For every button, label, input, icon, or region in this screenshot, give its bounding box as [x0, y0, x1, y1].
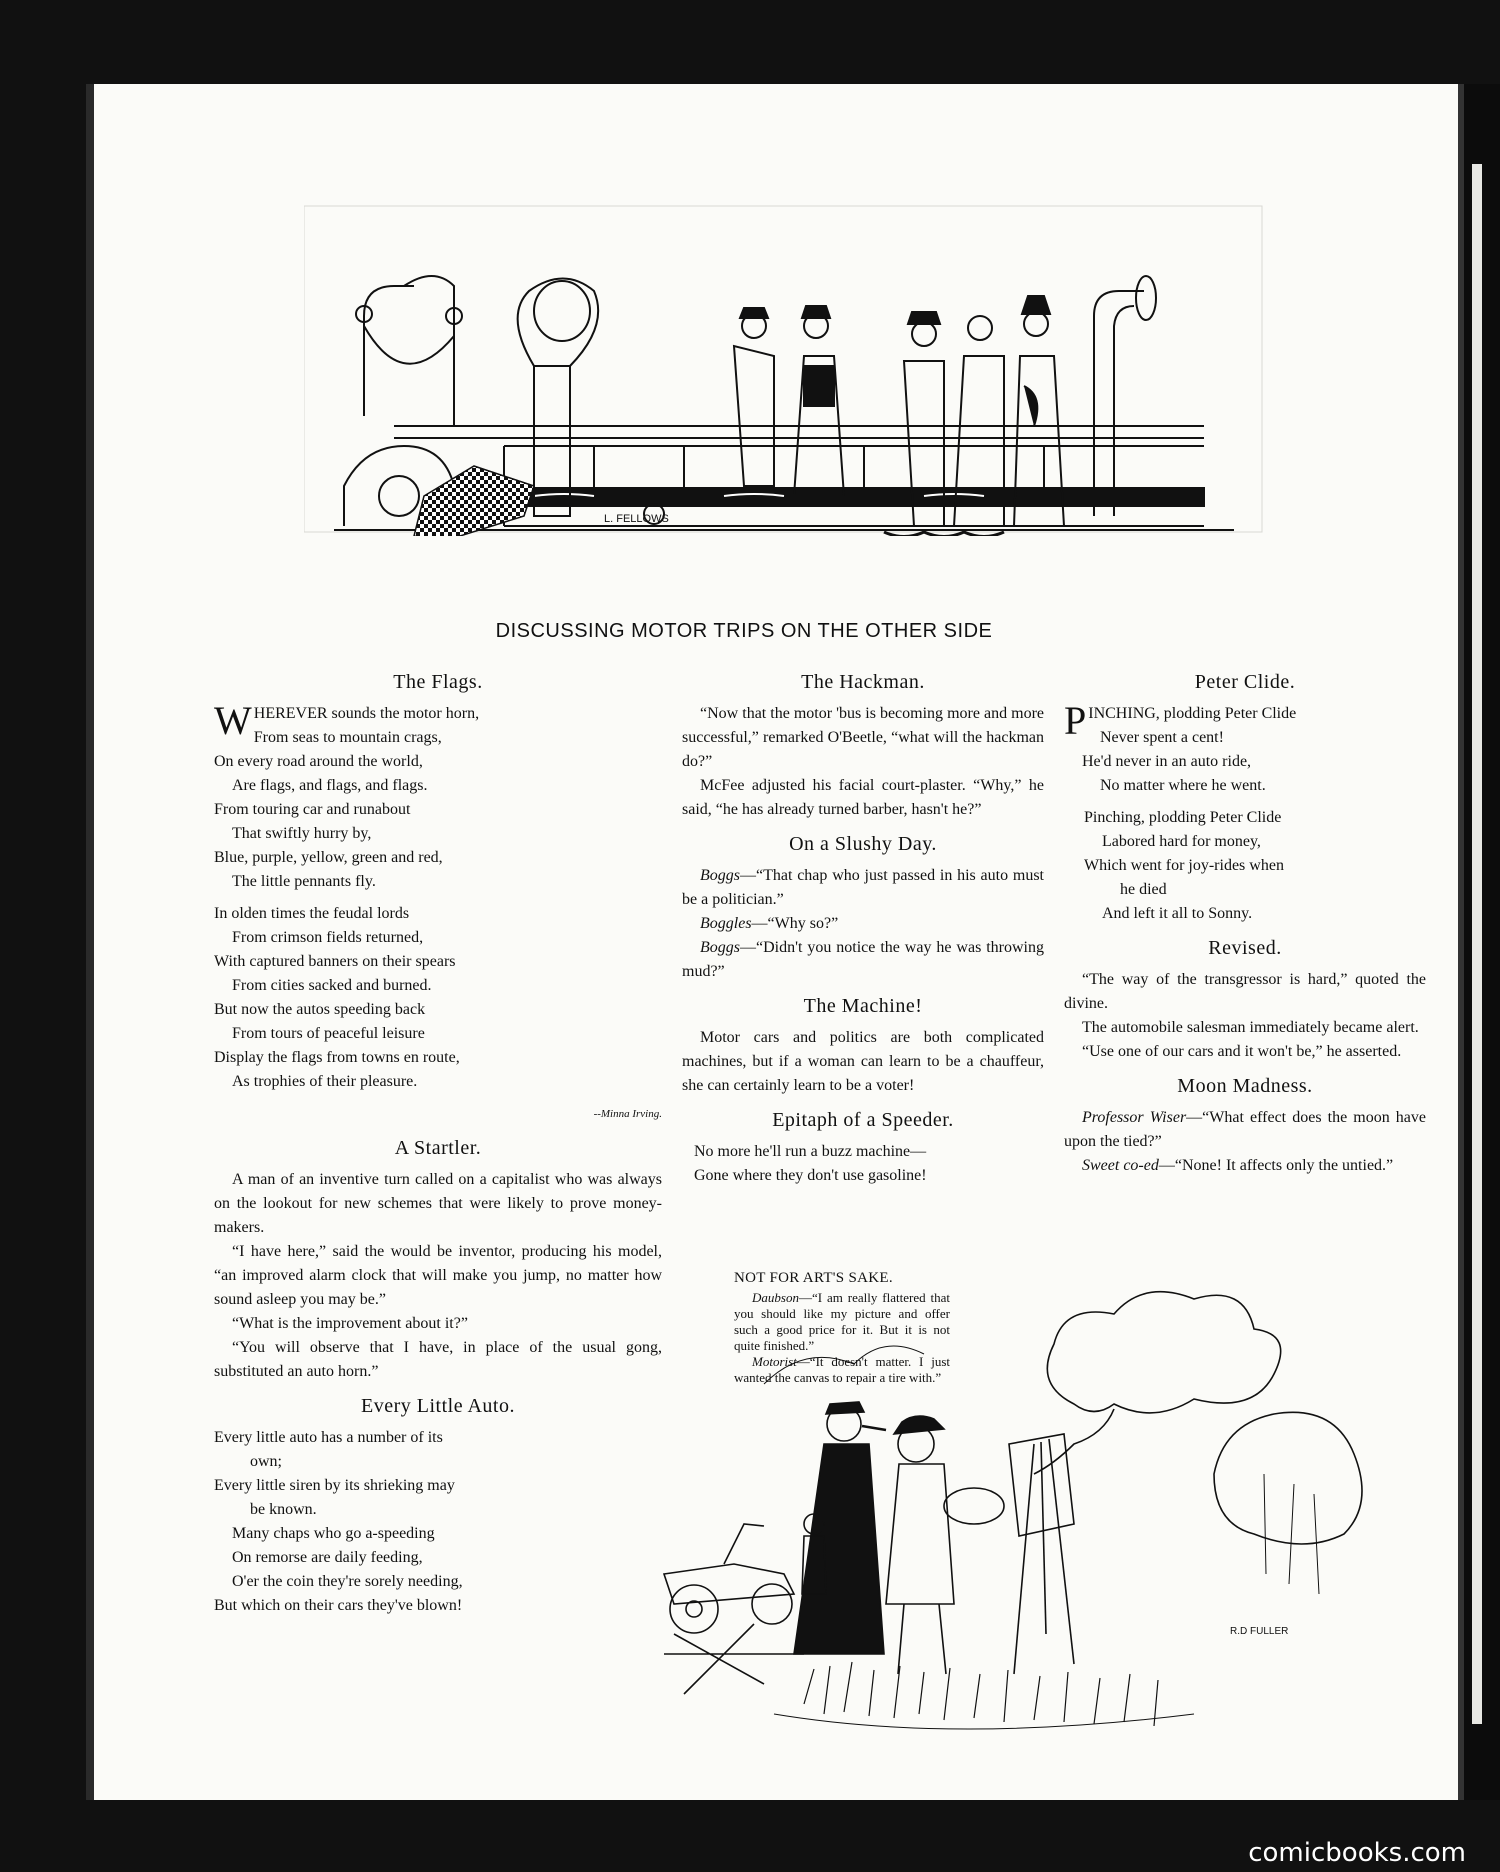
dialogue-line: [682, 936, 1044, 984]
painter-drawing: [654, 1274, 1374, 1774]
article-peter-clide: [1064, 670, 1426, 926]
poem-line: Never spent a cent!: [1100, 729, 1224, 746]
poem-line: He'd never in an auto ride,: [1082, 753, 1252, 770]
cartoon-title: NOT FOR ART'S SAKE.: [734, 1270, 893, 1286]
dialogue-line: [682, 864, 1044, 912]
article-the-hackman: [682, 670, 1044, 822]
paragraph: “Use one of our cars and it won't be,” he asserted.: [1082, 1043, 1402, 1060]
dialogue-text: —“That chap who just passed in his auto must be a politician.”: [682, 867, 1044, 908]
dialogue-text: —“Why so?”: [751, 915, 839, 932]
poem-line: From tours of peaceful leisure: [232, 1025, 425, 1042]
article-title: Peter Clide.: [1194, 671, 1296, 693]
poem-author: --Minna Irving.: [593, 1108, 662, 1120]
speaker-name: Boggs: [700, 867, 740, 884]
dialogue-text: —“None! It affects only the untied.”: [1158, 1157, 1394, 1174]
article-revised: [1064, 936, 1426, 1064]
poem-line: Every little auto has a number of its: [214, 1429, 443, 1446]
dialogue-text: —“What effect does the moon have upon the tied?”: [1064, 1109, 1427, 1150]
paragraph: “I have here,” said the would be inventor, producing his model, “an improved alarm clock that will make you jump, no matter how sound asleep you may be.”: [214, 1243, 662, 1308]
dialogue-line: [682, 912, 1044, 936]
poem-stanza-2: [214, 902, 662, 1094]
article-title: The Flags.: [393, 671, 483, 693]
poem-line: With captured banners on their spears: [214, 953, 456, 970]
poem-line: From touring car and runabout: [214, 801, 411, 818]
poem-line: In olden times the feudal lords: [214, 905, 410, 922]
article-title: On a Slushy Day.: [789, 833, 937, 855]
article-the-flags: [214, 670, 662, 1126]
paragraph: The automobile salesman immediately became alert.: [1082, 1019, 1419, 1036]
poem-line: From seas to mountain crags,: [253, 729, 442, 746]
poem-stanza-2: [1064, 806, 1426, 926]
poem-line: be known.: [250, 1501, 317, 1518]
paragraph: McFee adjusted his facial court-plaster. “Why,” he said, “he has already turned barber, hasn't he?”: [682, 777, 1044, 818]
paragraph: Motor cars and politics are both complicated machines, but if a woman can learn to be a chauffeur, she can certainly learn to be a voter!: [682, 1029, 1044, 1094]
dialogue-line: [1064, 1106, 1426, 1154]
column-right: [1064, 670, 1426, 1188]
poem-line: The little pennants fly.: [232, 873, 376, 890]
article-title: Revised.: [1208, 937, 1282, 959]
artist-signature-top: L. FELLOWS: [604, 513, 669, 525]
speaker-name: Motorist: [752, 1354, 797, 1369]
poem-line: As trophies of their pleasure.: [232, 1073, 418, 1090]
drop-cap: P: [1064, 698, 1087, 743]
poem-line: No matter where he went.: [1100, 777, 1266, 794]
paragraph: “You will observe that I have, in place of the usual gong, substituted an auto horn.”: [214, 1339, 662, 1380]
poem-line: Blue, purple, yellow, green and red,: [214, 849, 443, 866]
dialogue-text: —“I am really flattered that you should like my picture and offer such a good price for it. But it is not quite finished.”: [734, 1290, 950, 1353]
article-title: Epitaph of a Speeder.: [772, 1109, 954, 1131]
drop-cap: W: [214, 698, 252, 743]
article-moon-madness: [1064, 1074, 1426, 1178]
poem-line: Gone where they don't use gasoline!: [694, 1167, 927, 1184]
deck-illustration: [304, 196, 1264, 536]
poem-line: On remorse are daily feeding,: [232, 1549, 423, 1566]
paragraph: A man of an inventive turn called on a capitalist who was always on the lookout for new schemes that were likely to prove money-makers.: [214, 1171, 662, 1236]
poem-line: Many chaps who go a-speeding: [232, 1525, 435, 1542]
article-a-startler: [214, 1136, 662, 1384]
poem-line: From cities sacked and burned.: [232, 977, 432, 994]
article-slushy-day: [682, 832, 1044, 984]
column-left: [214, 670, 662, 1628]
poem-line: Are flags, and flags, and flags.: [232, 777, 428, 794]
poem-line: Every little siren by its shrieking may: [214, 1477, 455, 1494]
poem-line: Pinching, plodding Peter Clide: [1084, 809, 1282, 826]
speaker-name: Daubson: [752, 1290, 799, 1305]
dialogue-text: —“It doesn't matter. I just wanted the canvas to repair a tire with.”: [734, 1354, 950, 1385]
illustration-caption: DISCUSSING MOTOR TRIPS ON THE OTHER SIDE: [495, 620, 993, 642]
deck-drawing: [304, 196, 1264, 536]
article-title: A Startler.: [394, 1137, 482, 1159]
poem-line: On every road around the world,: [214, 753, 423, 770]
poem-line: Labored hard for money,: [1102, 833, 1261, 850]
paragraph: “The way of the transgressor is hard,” quoted the divine.: [1064, 971, 1426, 1012]
poem-line: But which on their cars they've blown!: [214, 1597, 463, 1614]
poem-line: own;: [250, 1453, 282, 1470]
speaker-name: Boggs: [700, 939, 740, 956]
next-page-edge: [1472, 164, 1482, 1724]
poem-line: HEREVER sounds the motor horn,: [253, 705, 480, 722]
poem-line: And left it all to Sonny.: [1102, 905, 1253, 922]
poem-line: Which went for joy-rides when: [1084, 857, 1284, 874]
poem-stanza-1: [1064, 698, 1426, 798]
article-title: Every Little Auto.: [361, 1395, 515, 1417]
article-title: The Machine!: [803, 995, 923, 1017]
site-watermark: comicbooks.com: [1248, 1838, 1466, 1868]
speaker-name: Professor Wiser: [1082, 1109, 1187, 1126]
poem-line: But now the autos speeding back: [214, 1001, 426, 1018]
article-title: Moon Madness.: [1177, 1075, 1313, 1097]
poem-line: INCHING, plodding Peter Clide: [1088, 705, 1297, 722]
speaker-name: Boggles: [700, 915, 752, 932]
paragraph: “What is the improvement about it?”: [232, 1315, 468, 1332]
page-gutter: [1464, 84, 1500, 1800]
poem-line: Display the flags from towns en route,: [214, 1049, 460, 1066]
poem-line: O'er the coin they're sorely needing,: [232, 1573, 463, 1590]
dialogue-line: [1064, 1154, 1426, 1178]
magazine-page: [86, 84, 1464, 1800]
paragraph: “Now that the motor 'bus is becoming more and more successful,” remarked O'Beetle, “what will the hackman do?”: [682, 705, 1044, 770]
article-title: The Hackman.: [801, 671, 925, 693]
painter-cartoon: [654, 1274, 1374, 1774]
poem: [214, 1426, 662, 1618]
poem-stanza-1: [214, 698, 662, 894]
article-the-machine: [682, 994, 1044, 1098]
poem-line: From crimson fields returned,: [232, 929, 424, 946]
artist-signature-bottom: R.D FULLER: [1230, 1626, 1289, 1637]
dialogue-text: —“Didn't you notice the way he was throwing mud?”: [682, 939, 1044, 980]
article-every-little-auto: [214, 1394, 662, 1618]
poem-line: he died: [1120, 881, 1167, 898]
poem-line: No more he'll run a buzz machine—: [694, 1143, 927, 1160]
article-epitaph: [682, 1108, 1044, 1188]
poem: [682, 1140, 1044, 1188]
column-middle: [682, 670, 1044, 1198]
speaker-name: Sweet co-ed: [1082, 1157, 1159, 1174]
poem-line: That swiftly hurry by,: [232, 825, 372, 842]
